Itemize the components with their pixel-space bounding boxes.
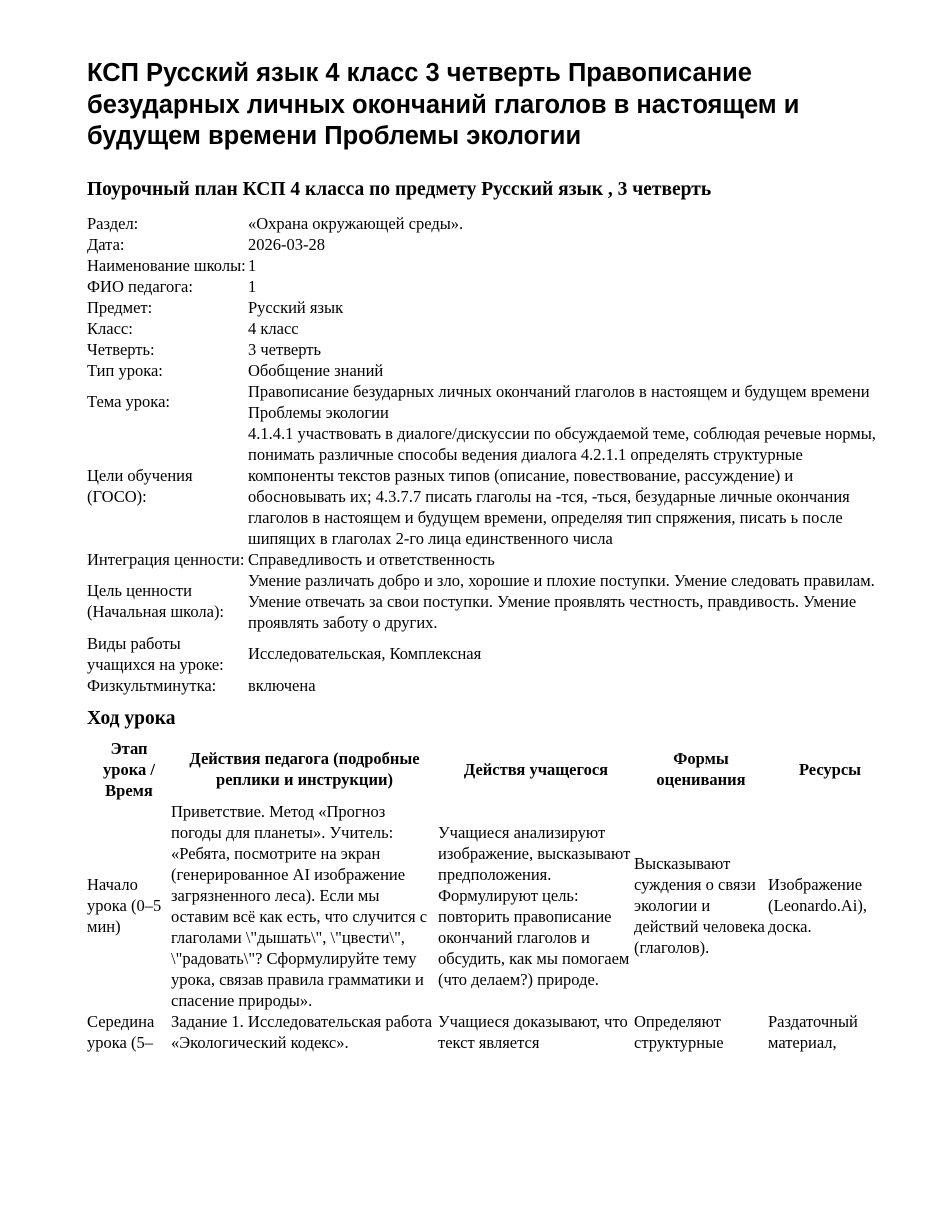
cell-resources: Изображение (Leonardo.Ai), доска.	[768, 875, 867, 936]
cell-assessment: Определяют структурные	[634, 1011, 724, 1052]
cell-teacher: Задание 1. Исследовательская работа «Экологический кодекс».	[171, 1011, 433, 1052]
document-title: КСП Русский язык 4 класс 3 четверть Правописание безударных личных окончаний глаголов в настоящем и будущем времени Проблемы экологии	[87, 59, 800, 150]
info-row	[87, 423, 892, 549]
column-header-stage: Этап урока / Время	[103, 738, 155, 800]
column-header-students: Действя учащегося	[463, 759, 609, 779]
column-header-teacher: Действия педагога (подробные реплики и инструкции)	[189, 749, 420, 789]
info-value: 4 класс	[248, 318, 299, 338]
info-value: Обобщение знаний	[248, 360, 384, 380]
info-label: Тип урока:	[87, 360, 163, 380]
table-row	[87, 1011, 892, 1053]
info-row	[87, 360, 892, 381]
cell-teacher: Приветствие. Метод «Прогноз погоды для планеты». Учитель: «Ребята, посмотрите на экран (генерированное AI изображение загрязненного леса). Если мы оставим всё как есть, что случится с глаголами \"дышать\", \"цвести\", \"радовать\"? Сформулируйте тему урока, связав правила грамматики и спасение природы».	[171, 801, 428, 1010]
info-value: 4.1.4.1 участвовать в диалоге/дискуссии по обсуждаемой теме, соблюдая речевые нормы, понимать различные способы ведения диалога 4.2.1.1 определять структурные компоненты текстов разных типов (описание, повествование, рассуждение) и обосновывать их; 4.3.7.7 писать глаголы на -тся, -ться, безударные личные окончания глаголов в настоящем и будущем времени, определяя тип спряжения, писать ь после шипящих в глаголах 2-го лица единственного числа	[248, 423, 876, 548]
info-value: Справедливость и ответственность	[248, 549, 495, 569]
info-label: ФИО педагога:	[87, 276, 193, 296]
info-label: Цели обучения (ГОСО):	[87, 465, 193, 506]
info-label: Интеграция ценности:	[87, 549, 245, 569]
info-row	[87, 339, 892, 360]
info-label: Физкультминутка:	[87, 675, 217, 695]
document-page	[87, 58, 892, 1053]
cell-assessment: Высказывают суждения о связи экологии и действий человека (глаголов).	[634, 854, 765, 957]
column-header-assessment: Формы оценивания	[656, 749, 746, 789]
lesson-progress-heading: Ход урока	[87, 707, 176, 729]
table-row	[87, 801, 892, 1011]
info-row	[87, 675, 892, 696]
info-value: «Охрана окружающей среды».	[248, 213, 464, 233]
info-label: Виды работы учащихся на уроке:	[87, 633, 224, 674]
cell-students: Учащиеся доказывают, что текст является	[438, 1011, 628, 1052]
info-label: Четверть:	[87, 339, 155, 359]
info-label: Раздел:	[87, 213, 139, 233]
info-row	[87, 633, 892, 675]
info-value: 1	[248, 255, 257, 275]
info-row	[87, 381, 892, 423]
cell-resources: Раздаточный материал,	[768, 1011, 858, 1052]
info-row	[87, 318, 892, 339]
info-label: Цель ценности (Начальная школа):	[87, 581, 225, 621]
column-header-resources: Ресурсы	[798, 759, 862, 779]
info-row	[87, 549, 892, 570]
cell-stage: Начало урока (0–5 мин)	[87, 875, 162, 936]
info-value: 2026-03-28	[248, 234, 325, 254]
info-label: Класс:	[87, 318, 133, 338]
document-subtitle: Поурочный план КСП 4 класса по предмету Русский язык , 3 четверть	[87, 178, 712, 200]
cell-students: Учащиеся анализируют изображение, высказывают предположения. Формулируют цель: повторить правописание окончаний глаголов и обсудить, как мы помогаем (что делаем?) природе.	[438, 822, 631, 989]
info-row	[87, 255, 892, 276]
info-value: 3 четверть	[248, 339, 321, 359]
info-label: Тема урока:	[87, 392, 170, 411]
info-row	[87, 213, 892, 234]
info-label: Наименование школы:	[87, 255, 246, 275]
info-value: включена	[248, 675, 316, 695]
info-row	[87, 297, 892, 318]
info-value: Русский язык	[248, 297, 344, 317]
info-row	[87, 570, 892, 633]
info-label: Дата:	[87, 234, 125, 254]
info-row	[87, 234, 892, 255]
lesson-info-table	[87, 213, 892, 696]
table-header-row	[87, 738, 892, 801]
cell-stage: Середина урока (5–	[87, 1011, 155, 1052]
info-value: 1	[248, 276, 257, 296]
info-value: Правописание безударных личных окончаний глаголов в настоящем и будущем времени Проблемы экологии	[248, 381, 870, 422]
info-value: Исследовательская, Комплексная	[248, 644, 482, 663]
lesson-progress-table	[87, 738, 892, 1053]
info-row	[87, 276, 892, 297]
info-label: Предмет:	[87, 297, 153, 317]
info-value: Умение различать добро и зло, хорошие и плохие поступки. Умение следовать правилам. Умение отвечать за свои поступки. Умение проявлять честность, правдивость. Умение проявлять заботу о других.	[248, 570, 875, 632]
